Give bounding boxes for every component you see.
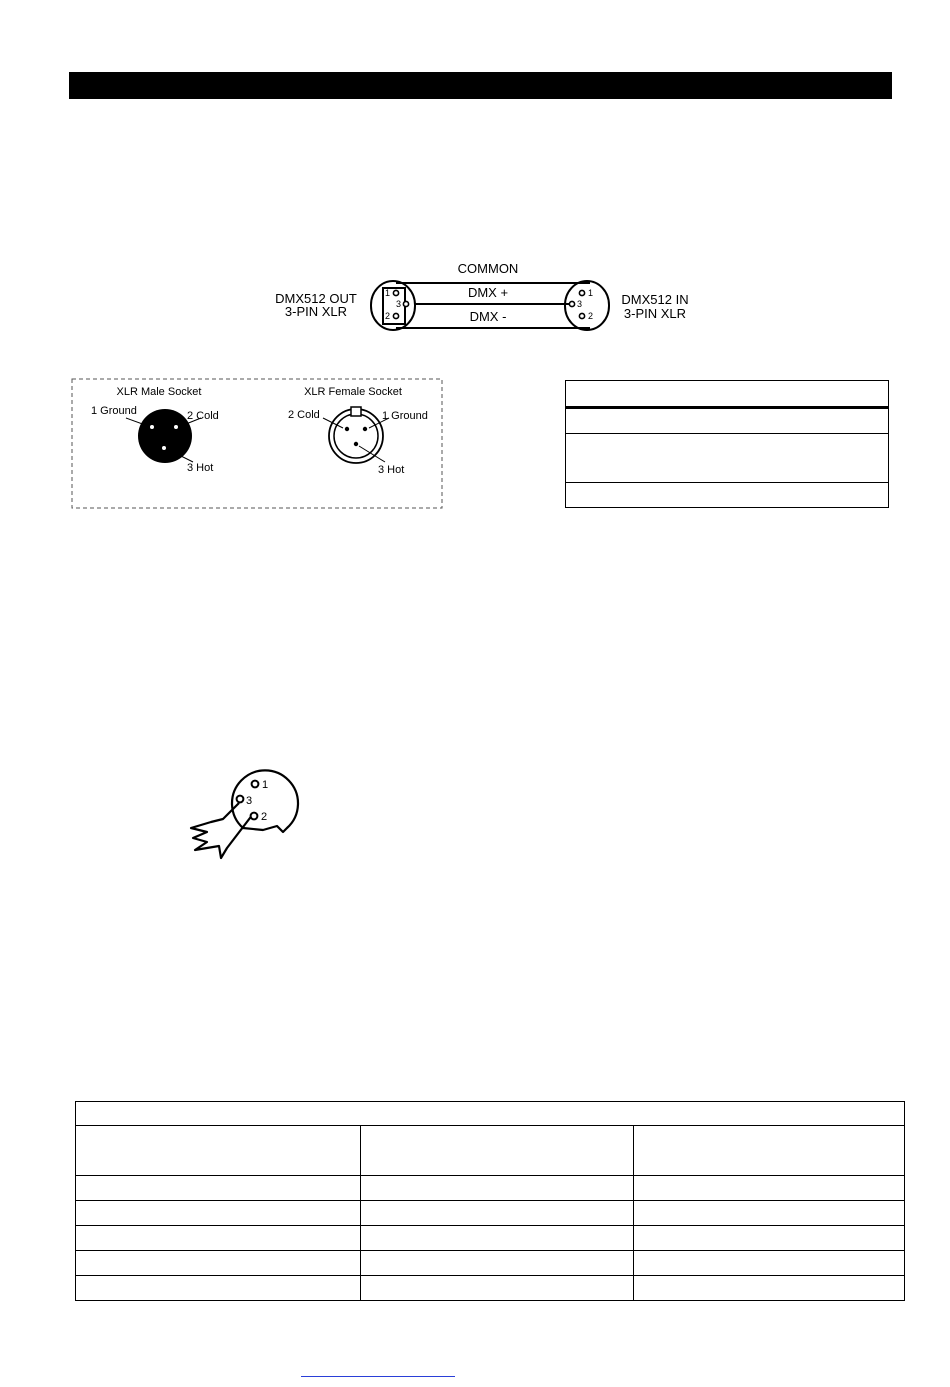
spec-table-cell	[76, 1226, 361, 1251]
male-pin1-label: 1 Ground	[91, 405, 137, 417]
dmx-out-label-line2: 3-PIN XLR	[284, 304, 348, 319]
dmx-terminator-diagram	[183, 762, 308, 864]
right-pin-2-label: 2	[588, 311, 594, 321]
spec-table-header	[76, 1102, 905, 1126]
spec-table-cell	[361, 1276, 634, 1301]
spec-table-column-header	[634, 1126, 905, 1176]
right-pin-3	[569, 301, 574, 306]
spec-table-cell	[76, 1176, 361, 1201]
section-header-bar	[69, 72, 892, 99]
spec-table-cell	[361, 1251, 634, 1276]
male-socket-icon	[138, 409, 192, 463]
spec-table-cell	[76, 1251, 361, 1276]
xlr-socket-diagram	[71, 378, 443, 509]
terminator-pin-3	[237, 796, 244, 803]
right-pin-1-label: 1	[588, 288, 594, 298]
dmx-plus-label: DMX +	[467, 285, 509, 300]
spec-table-cell	[76, 1201, 361, 1226]
terminator-pin-1-label: 1	[262, 779, 269, 791]
left-pin-3	[403, 301, 408, 306]
left-pin-2-label: 2	[385, 311, 391, 321]
female-pin1-label: 1 Ground	[382, 410, 428, 422]
left-pin-1	[393, 290, 398, 295]
left-pin-3-label: 3	[396, 299, 402, 309]
female-socket-title: XLR Female Socket	[304, 386, 402, 398]
footer-link[interactable]	[301, 1362, 455, 1377]
right-pin-1	[579, 290, 584, 295]
terminator-pin-3-label: 3	[246, 795, 253, 807]
pin-assignment-table	[565, 380, 889, 508]
spec-table-column-header	[361, 1126, 634, 1176]
male-socket-title: XLR Male Socket	[116, 386, 202, 398]
pin-table-header-cell	[566, 381, 889, 408]
spec-table-cell	[361, 1176, 634, 1201]
terminator-pin-2-label: 2	[261, 811, 268, 823]
spec-table	[75, 1101, 905, 1301]
pin-table-cell	[566, 434, 889, 483]
male-pin3-label: 3 Hot	[187, 462, 214, 474]
dmx-cable-diagram	[265, 255, 705, 345]
dmx-in-label-line1: DMX512 IN	[621, 292, 689, 307]
female-pin3-label: 3 Hot	[378, 464, 405, 476]
left-pin-1-label: 1	[385, 288, 391, 298]
male-pin2-label: 2 Cold	[187, 410, 219, 422]
right-pin-2	[579, 313, 584, 318]
common-label: COMMON	[457, 261, 519, 276]
spec-table-cell	[634, 1251, 905, 1276]
dmx-out-label-line1: DMX512 OUT	[275, 291, 357, 306]
dmx-minus-label: DMX -	[469, 309, 507, 324]
spec-table-cell	[634, 1276, 905, 1301]
terminator-pin-1	[252, 781, 259, 788]
dashed-frame	[72, 379, 442, 508]
terminator-pin-2	[251, 813, 258, 820]
pin-table-cell	[566, 408, 889, 434]
spec-table-cell	[76, 1276, 361, 1301]
spec-table-cell	[634, 1176, 905, 1201]
spec-table-cell	[634, 1201, 905, 1226]
dmx-in-label-line2: 3-PIN XLR	[623, 306, 687, 321]
pin-table-cell	[566, 483, 889, 508]
spec-table-cell	[634, 1226, 905, 1251]
female-pin2-label: 2 Cold	[288, 409, 320, 421]
left-pin-2	[393, 313, 398, 318]
spec-table-cell	[361, 1201, 634, 1226]
right-pin-3-label: 3	[577, 299, 583, 309]
spec-table-cell	[361, 1226, 634, 1251]
spec-table-column-header	[76, 1126, 361, 1176]
